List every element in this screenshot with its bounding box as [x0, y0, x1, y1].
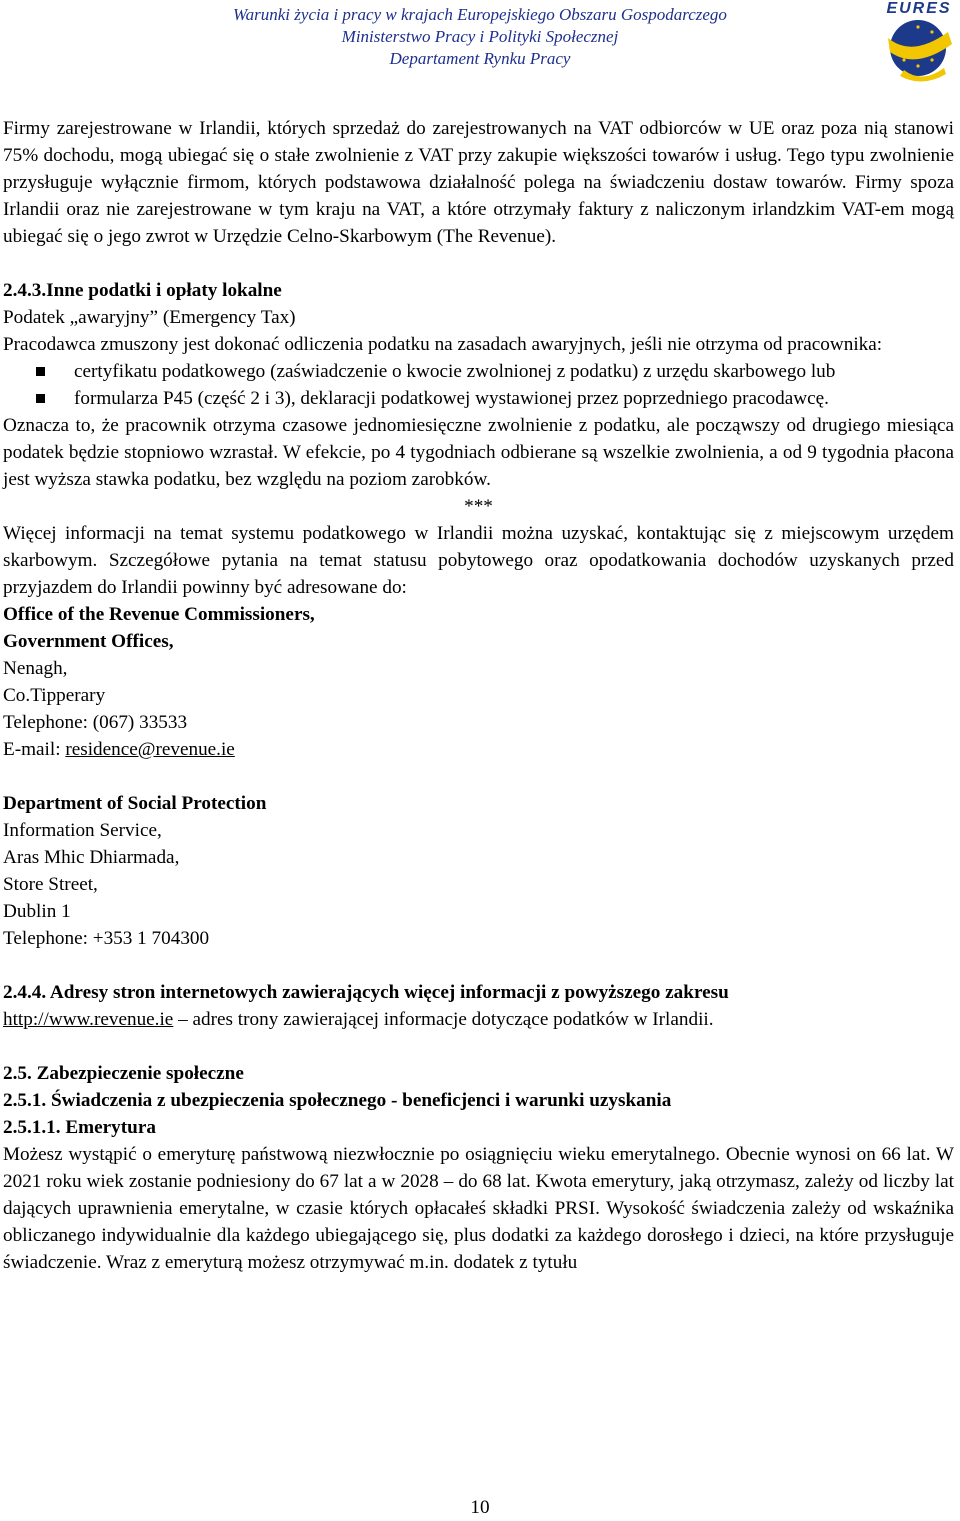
section-heading-2-5-1-1: 2.5.1.1. Emerytura: [3, 1117, 156, 1138]
revenue-link-line: [3, 1006, 954, 1033]
section-heading-2-5: 2.5. Zabezpieczenie społeczne: [3, 1063, 244, 1084]
revenue-link-desc: – adres trony zawierającej informacje dotyczące podatków w Irlandii.: [173, 1009, 714, 1030]
revenue-office-county: Co.Tipperary: [3, 685, 106, 706]
social-dept-service: Information Service,: [3, 820, 162, 841]
spacer: [3, 1033, 954, 1060]
document-body: [3, 115, 954, 1276]
social-dept-building: Aras Mhic Dhiarmada,: [3, 847, 180, 868]
separator: ***: [464, 496, 493, 517]
revenue-office-city: Nenagh,: [3, 658, 68, 679]
social-dept-name: Department of Social Protection: [3, 793, 267, 814]
bullet-item-2: formularza P45 (część 2 i 3), deklaracji podatkowej wystawionej przez poprzedniego pracodawcę.: [3, 385, 954, 412]
header-line-3: Departament Rynku Pracy: [389, 49, 571, 68]
revenue-office-offices: Government Offices,: [3, 631, 174, 652]
section-heading-2-5-1: 2.5.1. Świadczenia z ubezpieczenia społecznego - beneficjenci i warunki uzyskania: [3, 1090, 672, 1111]
social-dept-street: Store Street,: [3, 874, 98, 895]
spacer: [3, 763, 954, 790]
social-dept-phone: Telephone: +353 1 704300: [3, 928, 210, 949]
emergency-tax-title: Podatek „awaryjny” (Emergency Tax): [3, 307, 296, 328]
spacer: [3, 952, 954, 979]
email-label: E-mail:: [3, 739, 66, 760]
section-heading-2-4-4: 2.4.4. Adresy stron internetowych zawierających więcej informacji z powyższego zakresu: [3, 982, 729, 1003]
vat-paragraph: Firmy zarejestrowane w Irlandii, których sprzedaż do zarejestrowanych na VAT odbiorców w UE oraz poza nią stanowi 75% dochodu, mogą ubiegać się o stałe zwolnienie z VAT przy zakupie większości towarów i usług. Tego typu zwolnienie przysługuje wyłącznie firmom, których podstawowa działalność polega na świadczeniu dostaw towarów. Firmy spoza Irlandii oraz nie zarejestrowane w tym kraju na VAT, a które otrzymały faktury z naliczonym irlandzkim VAT-em mogą ubiegać się o jego zwrot w Urzędzie Celno-Skarbowym (The Revenue).: [3, 118, 954, 247]
social-dept-city: Dublin 1: [3, 901, 71, 922]
revenue-office-name: Office of the Revenue Commissioners,: [3, 604, 315, 625]
email-link[interactable]: residence@revenue.ie: [65, 739, 235, 760]
eures-logo: [882, 0, 956, 84]
emergency-tax-text: Oznacza to, że pracownik otrzyma czasowe jednomiesięczne zwolnienie z podatku, ale począwszy od drugiego miesiąca podatek będzie stopniowo wzrastał. W efekcie, po 4 tygodniach odbierane są wszelkie zwolnienia, a od 9 tygodnia płacona jest wyższa stawka podatku, bez względu na poziom zarobków.: [3, 415, 954, 490]
header-line-1: Warunki życia i pracy w krajach Europejskiego Obszaru Gospodarczego: [233, 5, 727, 24]
spacer: [3, 250, 954, 277]
section-heading-2-4-3: 2.4.3.Inne podatki i opłaty lokalne: [3, 280, 282, 301]
eures-logo-text: EURES: [886, 0, 952, 17]
pension-paragraph: Możesz wystąpić o emeryturę państwową niezwłocznie po osiągnięciu wieku emerytalnego. Obecnie wynosi on 66 lat. W 2021 roku wiek zostanie podniesiony do 67 lat a w 2028 – do 68 lat. Kwota emerytury, jaką otrzymasz, zależy od liczby lat dających uprawnienia emerytalne, w czasie których opłacałeś składki PRSI. Wysokość świadczenia zależy od wskaźnika obliczanego indywidualnie dla każdego ubiegającego się, plus dodatki za każdego dorosłego i dzieci, na które przysługuje świadczenie. Wraz z emeryturą możesz otrzymywać m.in. dodatek z tytułu: [3, 1144, 954, 1273]
header-text: [0, 4, 960, 70]
revenue-link[interactable]: http://www.revenue.ie: [3, 1009, 174, 1030]
page-number: 10: [470, 1497, 490, 1518]
revenue-office-email-line: [3, 736, 954, 763]
more-info-paragraph: Więcej informacji na temat systemu podatkowego w Irlandii można uzyskać, kontaktując się z miejscowym urzędem skarbowym. Szczegółowe pytania na temat statusu pobytowego oraz opodatkowania dochodów uzyskanych przed przyjazdem do Irlandii powinny być adresowane do:: [3, 523, 954, 598]
social-department-address: [3, 790, 954, 952]
page-header: [0, 0, 960, 84]
revenue-office-phone: Telephone: (067) 33533: [3, 712, 188, 733]
header-line-2: Ministerstwo Pracy i Polityki Społecznej: [341, 27, 619, 46]
emergency-tax-intro: Pracodawca zmuszony jest dokonać odliczenia podatku na zasadach awaryjnych, jeśli nie otrzyma od pracownika:: [3, 334, 883, 355]
eures-logo-icon: [882, 18, 956, 84]
bullet-item-1: certyfikatu podatkowego (zaświadczenie o kwocie zwolnionej z podatku) z urzędu skarbowego lub: [3, 358, 954, 385]
revenue-office-address: [3, 601, 954, 763]
bullet-list: [3, 358, 954, 412]
